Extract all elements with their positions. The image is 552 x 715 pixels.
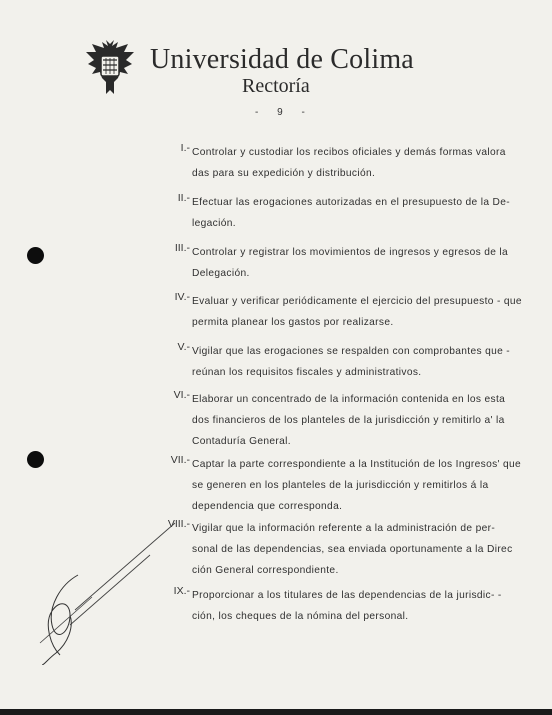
item-number: V.-	[177, 341, 190, 353]
item-number: IV.-	[174, 291, 190, 303]
item-text: Captar la parte correspondiente a la Institución de los Ingresos' que se generen en los planteles de la jurisdicción y remitirlos á la dependencia que corresponda.	[192, 459, 522, 512]
university-name: Universidad de Colima	[150, 44, 414, 75]
item-number: VII.-	[170, 454, 190, 466]
item-number: II.-	[177, 192, 190, 204]
item-number: IX.-	[173, 585, 190, 597]
item-number: VIII.-	[167, 518, 190, 530]
item-text: Efectuar las erogaciones autorizadas en el presupuesto de la De- legación.	[192, 197, 511, 229]
item-number: III.-	[174, 242, 190, 254]
university-crest-icon	[82, 38, 138, 98]
item-text: Vigilar que la información referente a la administración de per- sonal de las dependencias, sea enviada oportunamente a la Direc ción General correspondiente.	[192, 523, 513, 576]
page-number: - 9 -	[255, 107, 313, 118]
office-name: Rectoría	[242, 75, 310, 97]
punch-hole	[27, 247, 44, 264]
item-text: Vigilar que las erogaciones se respalden con comprobantes que - reúnan los requisitos fiscales y administrativos.	[192, 346, 511, 378]
scan-edge	[0, 709, 552, 715]
item-text: Controlar y custodiar los recibos oficiales y demás formas valora das para su expedición y distribución.	[192, 147, 506, 179]
item-text: Evaluar y verificar periódicamente el ejercicio del presupuesto - que permita planear los gastos por realizarse.	[192, 296, 522, 328]
handwritten-signature	[30, 515, 180, 665]
item-number: I.-	[180, 142, 190, 154]
item-text: Proporcionar a los titulares de las dependencias de la jurisdic- - ción, los cheques de la nómina del personal.	[192, 590, 502, 622]
item-text: Controlar y registrar los movimientos de ingresos y egresos de la Delegación.	[192, 247, 509, 279]
item-text: Elaborar un concentrado de la información contenida en los esta dos financieros de los planteles de la jurisdicción y remitirlo a' la Contaduría General.	[192, 394, 506, 447]
punch-hole	[27, 451, 44, 468]
item-number: VI.-	[173, 389, 190, 401]
